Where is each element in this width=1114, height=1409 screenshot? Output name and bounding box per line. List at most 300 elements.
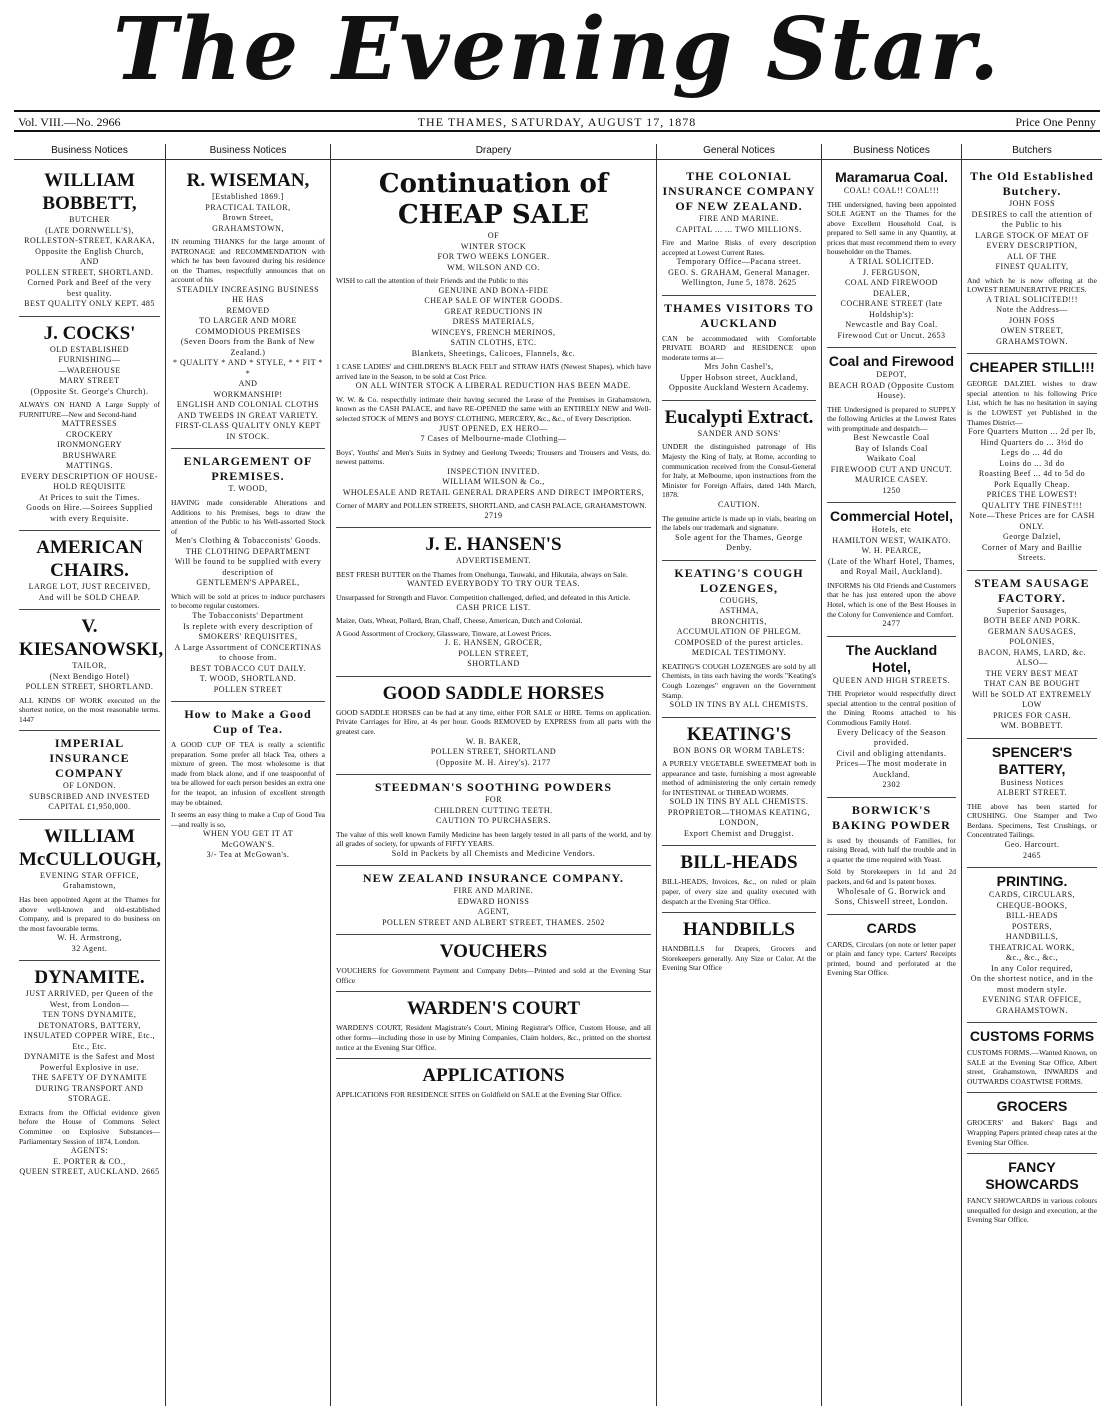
advertisement bbox=[19, 317, 160, 532]
ad-text-line: JOHN FOSS bbox=[1008, 315, 1056, 325]
ad-text-line: BEST FRESH BUTTER on the Thames from Onehunga, Tauwaki, and Hikutaia, always on Sale. bbox=[336, 569, 628, 579]
ad-text-line: POLLEN STREET AND ALBERT STREET, THAMES. 2502 bbox=[382, 917, 605, 927]
advertisement bbox=[662, 913, 816, 979]
ad-text-line: BILL-HEADS bbox=[1005, 911, 1059, 921]
ad-text-line: 32 Agent. bbox=[71, 943, 108, 953]
ad-text-line: Note the Address— bbox=[996, 305, 1068, 315]
ad-text-line: PRICES FOR CASH. bbox=[992, 710, 1072, 720]
ad-text-line: ASTHMA, bbox=[719, 606, 759, 616]
ad-text-line: QUEEN AND HIGH STREETS. bbox=[832, 675, 951, 685]
ad-text-line: A PURELY VEGETABLE SWEETMEAT both in appearance and taste, furnishing a most agreeable method of administering the only certain remedy for INTESTINAL or THREAD WORMS. bbox=[662, 759, 816, 797]
ad-text-line: FANCY SHOWCARDS in various colours unequalled for design and execution, at the Evening Star Office. bbox=[967, 1196, 1097, 1225]
ad-text-line: TEN TONS DYNAMITE, bbox=[42, 1010, 137, 1020]
advertisement bbox=[19, 731, 160, 820]
ad-text-line: BACON, HAMS, LARD, &c. bbox=[978, 647, 1086, 657]
ad-text-line: OLD ESTABLISHED bbox=[49, 344, 130, 354]
ad-text-line: GRAHAMSTOWN. bbox=[996, 1005, 1068, 1015]
ad-text-line: OF LONDON. bbox=[63, 781, 116, 791]
advertisement bbox=[662, 296, 816, 401]
ad-text-line: BEACH ROAD (Opposite Custom House). bbox=[828, 380, 955, 401]
ad-text-line: 7 Cases of Melbourne-made Clothing— bbox=[420, 434, 567, 444]
ad-text-line: SHORTLAND bbox=[467, 659, 520, 669]
ad-headline: J. COCKS' bbox=[43, 322, 136, 344]
ad-text-line: 2477 bbox=[882, 619, 901, 629]
ad-headline: GOOD SADDLE HORSES bbox=[382, 682, 605, 704]
ad-text-line: GREAT REDUCTIONS IN bbox=[444, 306, 543, 316]
ad-text-line: (Opposite St. George's Church). bbox=[30, 386, 149, 396]
ad-text-line: (Next Bendigo Hotel) bbox=[49, 671, 130, 681]
ad-text-line: Opposite the English Church, bbox=[35, 246, 144, 256]
ad-text-line: STEADILY INCREASING BUSINESS bbox=[176, 284, 320, 294]
ad-text-line: HANDBILLS for Drapers, Grocers and Storekeepers generally. Any Size or Color. At the Evening Star Office bbox=[662, 944, 816, 973]
ad-text-line: A Large Assortment of CONCERTINAS to choose from. bbox=[174, 642, 322, 663]
ad-headline: HANDBILLS bbox=[683, 919, 795, 941]
advertisement bbox=[662, 401, 816, 561]
ad-headline: BILL-HEADS bbox=[680, 852, 798, 874]
advertisement bbox=[827, 164, 956, 348]
ad-text-line: Export Chemist and Druggist. bbox=[684, 828, 794, 838]
column-5 bbox=[822, 144, 962, 1406]
ad-text-line: TO LARGER AND MORE COMMODIOUS PREMISES bbox=[195, 316, 301, 336]
ad-text-line: On the shortest notice, and in the most modern style. bbox=[970, 974, 1094, 994]
ad-text-line: T. WOOD, bbox=[228, 484, 268, 494]
ad-text-line: VOUCHERS for Government Payment and Company Debts—Printed and sold at the Evening Star Office bbox=[336, 966, 651, 985]
ad-text-line: MARY STREET bbox=[59, 376, 120, 385]
ad-text-line: THEATRICAL WORK, bbox=[989, 942, 1075, 952]
ad-text-line: POLLEN STREET, SHORTLAND bbox=[430, 747, 557, 756]
ad-text-line: HANDBILLS, bbox=[1005, 932, 1059, 942]
ad-text-line: ADVERTISEMENT. bbox=[455, 556, 532, 566]
ad-text-line: CHEQUE-BOOKS, bbox=[996, 900, 1068, 910]
ad-text-line: DEPOT, bbox=[876, 370, 907, 380]
ad-text-line: FIRE AND MARINE. bbox=[699, 214, 779, 223]
ad-text-line: ALBERT STREET. bbox=[996, 788, 1068, 798]
ad-text-line: Pork Equally Cheap. bbox=[994, 479, 1070, 489]
ad-text-line: WILLIAM WILSON & Co., bbox=[442, 477, 545, 487]
ad-text-line: PRACTICAL TAILOR, bbox=[205, 202, 291, 212]
ad-text-line: Wholesale of G. Borwick and Sons, Chiswell street, London. bbox=[834, 886, 949, 907]
section-header: Business Notices bbox=[166, 144, 330, 160]
ad-text-line: IRONMONGERY bbox=[56, 440, 123, 450]
ad-text-line: GENTLEMEN'S APPAREL, bbox=[196, 578, 300, 588]
ad-text-line: FURNISHING— bbox=[58, 355, 121, 364]
advertisement bbox=[336, 528, 651, 676]
ad-text-line: Sold in Packets by all Chemists and Medicine Vendors. bbox=[391, 848, 596, 858]
ad-headline: WARDEN'S COURT bbox=[407, 998, 580, 1020]
ad-text-line: POLLEN STREET bbox=[213, 684, 283, 694]
ad-text-line: LARGE LOT, JUST RECEIVED, bbox=[28, 582, 151, 592]
ad-text-line: Note—These Prices are for CASH ONLY. bbox=[969, 511, 1095, 531]
ad-text-line: GEORGE DALZIEL wishes to draw special attention to his following Price List, which he has no hesitation in saying is the LOWEST yet Published in the Thames District— bbox=[967, 379, 1097, 427]
ad-text-line: FIRST-CLASS QUALITY ONLY KEPT IN STOCK. bbox=[175, 421, 321, 441]
ad-text-line: (LATE DORNWELL'S), bbox=[45, 225, 134, 235]
ad-text-line: Has been appointed Agent at the Thames for above well-known and old-established Company, and is prepared to do business on the most favourable terms. bbox=[19, 894, 160, 933]
ad-text-line: ON ALL WINTER STOCK A LIBERAL REDUCTION HAS BEEN MADE. bbox=[355, 381, 632, 391]
ad-text-line: PROPRIETOR—THOMAS KEATING, bbox=[667, 807, 811, 817]
price: Price One Penny bbox=[1015, 115, 1096, 129]
ad-text-line: George Dalziel, bbox=[1003, 532, 1061, 542]
ad-text-line: ALL OF THE bbox=[1007, 251, 1057, 261]
ad-text-line: WORKMANSHIP! bbox=[213, 389, 283, 399]
ad-text-line: WM. WILSON AND CO. bbox=[447, 262, 540, 272]
column-4 bbox=[657, 144, 822, 1406]
ad-text-line: Brown Street, bbox=[222, 213, 274, 222]
ad-text-line: Newcastle and Bay Coal. Firewood Cut or Uncut. 2653 bbox=[837, 320, 946, 340]
ad-text-line: EVENING STAR OFFICE, bbox=[982, 995, 1082, 1005]
ad-text-line: THE CLOTHING DEPARTMENT bbox=[185, 546, 311, 556]
dateline: THE THAMES, SATURDAY, AUGUST 17, 1878 bbox=[417, 115, 697, 129]
ad-text-line: ALWAYS ON HAND A Large Supply of FURNITURE—New and Second-hand bbox=[19, 400, 160, 419]
ad-text-line: BEST QUALITY ONLY KEPT. 485 bbox=[24, 299, 155, 308]
ad-text-line: T. WOOD, SHORTLAND. bbox=[199, 674, 297, 684]
ad-text-line: Fire and Marine Risks of every description accepted at Lowest Current Rates. bbox=[662, 238, 816, 257]
ad-text-line: WINCEYS, FRENCH MERINOS, bbox=[431, 327, 556, 337]
ad-text-line: SOLD IN TINS BY ALL CHEMISTS. bbox=[669, 797, 809, 807]
ad-text-line: Blankets, Sheetings, Calicoes, Flannels, &c. bbox=[411, 348, 576, 358]
ad-text-line: JOHN FOSS bbox=[1008, 199, 1056, 208]
ad-headline: NEW ZEALAND INSURANCE COMPANY. bbox=[362, 871, 625, 886]
columns bbox=[14, 144, 1102, 1406]
ad-text-line: E. PORTER & CO., bbox=[53, 1156, 126, 1166]
ad-text-line: A GOOD CUP OF TEA is really a scientific preparation. Some prefer all black Tea, others a mixture of green. The most wholesome is that made from black alone, and if one teaspoonful of tea be allowed for each person besides an extra one for the teapot, an infusion of excellent strength may be obtained. bbox=[171, 740, 325, 807]
ad-text-line: Fore Quarters Mutton ... 2d per lb, bbox=[968, 427, 1096, 437]
column-1 bbox=[14, 144, 166, 1406]
advertisement bbox=[967, 739, 1097, 868]
ad-text-line: GERMAN SAUSAGES, POLONIES, bbox=[987, 626, 1076, 647]
ad-text-line: WHEN YOU GET IT AT bbox=[202, 829, 294, 839]
advertisement bbox=[19, 961, 160, 1183]
ad-text-line: CASH PRICE LIST. bbox=[456, 602, 531, 612]
ad-text-line: QUEEN STREET, AUCKLAND. 2665 bbox=[19, 1167, 160, 1177]
ad-text-line: &c., &c., &c., bbox=[1005, 953, 1059, 963]
ad-text-line: COCHRANE STREET (late Holdship's): bbox=[840, 299, 943, 319]
advertisement bbox=[662, 561, 816, 718]
ad-text-line: SUBSCRIBED AND INVESTED bbox=[29, 791, 150, 801]
ad-text-line: HAVING made considerable Alterations and Additions to his Premises, begs to draw the attention of the Public to his Well-assorted Stock of bbox=[171, 497, 325, 536]
advertisement bbox=[662, 846, 816, 913]
ad-text-line: DRESS MATERIALS, bbox=[452, 317, 535, 327]
ad-text-line: COMPOSED of the purest articles. bbox=[674, 637, 804, 647]
ad-text-line: POLLEN STREET, SHORTLAND. bbox=[25, 267, 154, 277]
ad-text-line: MEDICAL TESTIMONY. bbox=[691, 648, 787, 658]
ad-text-line: Hind Quarters do ... 3½d do bbox=[980, 437, 1084, 447]
ad-text-line: Business Notices bbox=[1000, 777, 1064, 787]
ad-text-line: SATIN CLOTHS, ETC. bbox=[450, 338, 537, 348]
ad-text-line: GENUINE AND BONA-FIDE bbox=[438, 285, 549, 295]
ad-text-line: It seems an easy thing to make a Cup of Good Tea—and really is so, bbox=[171, 810, 325, 829]
ad-text-line: J. E. HANSEN, GROCER, bbox=[444, 638, 543, 648]
ad-text-line: * QUALITY * AND * STYLE, * * FIT * * bbox=[173, 358, 323, 378]
ad-text-line: Wellington, June 5, 1878. 2625 bbox=[681, 278, 797, 288]
ad-text-line: Temporary Office—Pacana street. bbox=[676, 257, 802, 267]
advertisement bbox=[336, 775, 651, 866]
ad-text-line: Corner of MARY and POLLEN STREETS, SHORTLAND, and CASH PALACE, GRAHAMSTOWN. bbox=[336, 501, 647, 511]
section-header: Business Notices bbox=[14, 144, 165, 160]
ad-text-line: ACCUMULATION OF PHLEGM. bbox=[676, 627, 802, 637]
ad-text-line: Mrs John Cashel's, bbox=[704, 362, 774, 372]
ad-text-line: Will be found to be supplied with every description of bbox=[174, 557, 322, 577]
ad-text-line: AGENT, bbox=[477, 907, 510, 917]
ad-text-line: Every Delicacy of the Season provided. bbox=[837, 727, 946, 748]
ad-text-line: GOOD SADDLE HORSES can be had at any time, either FOR SALE or HIRE. Terms on application. Private Carriages for Hire, at 4s per hour. Goods REMOVED by EXPRESS from all parts with the greatest care. bbox=[336, 707, 651, 736]
section-header: Business Notices bbox=[822, 144, 961, 160]
ad-text-line: WHOLESALE AND RETAIL GENERAL DRAPERS AND DIRECT IMPORTERS, bbox=[342, 487, 645, 497]
ad-headline: CUSTOMS FORMS bbox=[969, 1028, 1095, 1045]
ad-text-line: Corned Pork and Beef of the very best quality. bbox=[27, 278, 152, 298]
ad-text-line: BRONCHITIS, bbox=[711, 616, 767, 626]
ad-text-line: OF bbox=[487, 231, 500, 240]
ad-headline: CHEAPER STILL!!! bbox=[969, 359, 1095, 376]
ad-text-line: MATTRESSES bbox=[61, 419, 118, 429]
ad-text-line: —WAREHOUSE bbox=[58, 365, 121, 375]
ad-text-line: COAL AND FIREWOOD DEALER, bbox=[844, 278, 939, 298]
ad-text-line: FOR bbox=[484, 795, 503, 804]
ad-headline: CARDS bbox=[866, 919, 917, 936]
ad-text-line: THE undersigned, having been appointed SOLE AGENT on the Thames for the above Excellent Household Coal, is prepared to Sell same in any Quantity, at prices that must recommend them to every householder on the Thames. bbox=[827, 199, 956, 257]
advertisement bbox=[336, 866, 651, 935]
ad-text-line: W. W. & Co. respectfully intimate their having secured the Lease of the Premises in Grahamstown, known as the CASH PALACE, and have RE-OPENED the same with an ENTIRELY NEW and Well-selected STOCK of MEN'S and BOYS' CLOTHING, MERCERY, &c., &c., of Every Description. bbox=[336, 394, 651, 423]
ad-text-line: COAL! COAL!! COAL!!! bbox=[843, 186, 940, 195]
ad-headline: STEEDMAN'S SOOTHING POWDERS bbox=[374, 780, 613, 794]
ad-headline: How to Make a Good Cup of Tea. bbox=[184, 707, 312, 737]
ad-headline: FANCY SHOWCARDS bbox=[985, 1159, 1079, 1193]
ad-headline: THAMES VISITORS TO AUCKLAND bbox=[664, 300, 814, 330]
advertisement bbox=[827, 637, 956, 798]
ad-headline: DYNAMITE. bbox=[34, 967, 145, 989]
ad-text-line: CHILDREN CUTTING TEETH. bbox=[434, 805, 553, 815]
ad-text-line: [Established 1869.] bbox=[212, 192, 284, 201]
ad-headline: V. KIESANOWSKI, bbox=[19, 616, 164, 661]
ad-text-line: POLLEN STREET, SHORTLAND. bbox=[25, 682, 154, 692]
ad-text-line: THE SAFETY OF DYNAMITE DURING TRANSPORT AND STORAGE. bbox=[31, 1073, 148, 1104]
ad-text-line: ALSO— bbox=[1016, 658, 1048, 668]
ad-text-line: THE VERY BEST MEAT bbox=[985, 668, 1079, 678]
ad-text-line: Corner of Mary and Baillie Streets. bbox=[981, 542, 1083, 563]
section-header: Butchers bbox=[962, 144, 1102, 160]
ad-text-line: CAPITAL £1,950,000. bbox=[48, 802, 131, 812]
ad-text-line: THE above has been started for CRUSHING. One Stamper and Two Berdans. Specimens, Test Crushings, or Concentrated Tailings. bbox=[967, 801, 1097, 840]
ad-text-line: GRAHAMSTOWN, bbox=[212, 223, 284, 233]
column-2 bbox=[166, 144, 331, 1406]
ad-text-line: Waikato Coal bbox=[866, 454, 917, 464]
ad-text-line: CHEAP SALE OF WINTER GOODS. bbox=[424, 296, 563, 306]
ad-text-line: 2302 bbox=[882, 780, 901, 790]
advertisement bbox=[336, 164, 651, 528]
ad-text-line: Best Newcastle Coal bbox=[853, 433, 930, 443]
ad-text-line: Sold by Storekeepers in 1d and 2d packets, and 6d and 1s patent boxes. bbox=[827, 867, 956, 886]
ad-text-line: Legs do ... 4d do bbox=[1000, 448, 1064, 458]
ad-text-line: PRICES THE LOWEST! bbox=[986, 490, 1078, 500]
ad-text-line: DETONATORS, BATTERY, INSULATED COPPER WIRE, Etc., Etc., Etc. bbox=[23, 1020, 156, 1051]
ad-headline: BORWICK'S BAKING POWDER bbox=[832, 802, 951, 832]
advertisement bbox=[336, 992, 651, 1059]
advertisement bbox=[662, 718, 816, 847]
section-header: Drapery bbox=[331, 144, 656, 160]
advertisement bbox=[967, 354, 1097, 570]
ad-text-line: FIRE AND MARINE. bbox=[453, 886, 534, 896]
ad-text-line: THE Proprietor would respectfully direct special attention to the central position of the Dining Rooms attached to his Commodious Family Hotel. bbox=[827, 689, 956, 727]
advertisement bbox=[967, 571, 1097, 739]
ad-headline: ENLARGEMENT OF PREMISES. bbox=[183, 454, 313, 484]
ad-text-line: is used by thousands of Families, for raising Bread, with half the trouble and in a quarter the time required with Yeast. bbox=[827, 835, 956, 864]
ad-text-line: MAURICE CASEY. bbox=[854, 475, 929, 485]
ad-headline: STEAM SAUSAGE FACTORY. bbox=[974, 575, 1090, 605]
ad-headline: WILLIAM McCULLOUGH, bbox=[19, 825, 161, 870]
ad-text-line: Bay of Islands Coal bbox=[855, 443, 928, 453]
ad-text-line: And will be SOLD CHEAP. bbox=[38, 592, 141, 602]
ad-text-line: FIREWOOD CUT AND UNCUT. bbox=[830, 464, 953, 474]
ad-headline: Eucalypti Extract. bbox=[664, 406, 814, 428]
ad-text-line: BON BONS OR WORM TABLETS: bbox=[672, 745, 806, 755]
ad-headline: PRINTING. bbox=[996, 873, 1068, 890]
ad-text-line: CARDS, CIRCULARS, bbox=[988, 890, 1076, 900]
ad-text-line: KEATING'S COUGH LOZENGES are sold by all Chemists, in tins each having the words "Keating's Cough Lozenges" engraven on the Government Stamp. bbox=[662, 661, 816, 700]
ad-text-line: CUSTOMS FORMS.—Wanted Known, on SALE at the Evening Star Office, Albert street, Grahamstown, INWARDS and OUTWARDS COASTWISE FORMS. bbox=[967, 1048, 1097, 1086]
ad-text-line: CAN be accommodated with Comfortable PRIVATE BOARD and RESIDENCE upon moderate terms at— bbox=[662, 333, 816, 362]
ad-text-line: Hotels, etc bbox=[871, 525, 912, 535]
ad-text-line: SANDER AND SONS' bbox=[697, 428, 781, 438]
ad-headline: AMERICAN CHAIRS. bbox=[36, 537, 143, 582]
ad-text-line: TAILOR, bbox=[72, 661, 107, 671]
advertisement bbox=[171, 449, 325, 702]
advertisement bbox=[171, 164, 325, 449]
ad-text-line: LARGE STOCK OF MEAT OF EVERY DESCRIPTION, bbox=[975, 230, 1089, 250]
advertisement bbox=[19, 531, 160, 610]
ad-text-line: Goods on Hire.—Soirees Supplied with every Requisite. bbox=[26, 503, 153, 523]
advertisement bbox=[336, 935, 651, 992]
ad-text-line: Grahamstown, bbox=[63, 881, 116, 891]
ad-text-line: In any Color required, bbox=[990, 963, 1074, 973]
column-6 bbox=[962, 144, 1102, 1406]
ad-text-line: BILL-HEADS, Invoices, &c., on ruled or plain paper, of every size and quality executed with despatch at the Evening Star Office. bbox=[662, 877, 816, 906]
ad-text-line: WISH to call the attention of their Friends and the Public to this bbox=[336, 276, 529, 285]
ad-text-line: Roasting Beef ... 4d to 5d do bbox=[978, 469, 1086, 479]
ad-text-line: WINTER STOCK bbox=[460, 241, 527, 251]
ad-headline: Maramarua Coal. bbox=[835, 169, 948, 185]
ad-text-line: J. FERGUSON, bbox=[862, 267, 921, 277]
ad-text-line: (Seven Doors from the Bank of New Zealand.) bbox=[180, 337, 316, 357]
ad-text-line: Boys', Youths' and Men's Suits in Sydney and Geelong Tweeds; Trousers and Trousers and Vests, do. newest patterns. bbox=[336, 447, 651, 467]
ad-text-line: OWEN STREET, bbox=[1000, 326, 1064, 336]
ad-headline: SPENCER'S BATTERY, bbox=[991, 743, 1073, 777]
ad-text-line: AND bbox=[80, 257, 99, 266]
ad-text-line: A Good Assortment of Crockery, Glassware, Tinware, at Lowest Prices. bbox=[336, 628, 552, 638]
ad-text-line: HAMILTON WEST, WAIKATO. bbox=[832, 535, 951, 545]
ad-text-line: REMOVED bbox=[226, 305, 270, 315]
ad-text-line: A TRIAL SOLICITED!!! bbox=[986, 294, 1078, 304]
ad-text-line: BUTCHER bbox=[69, 215, 110, 224]
ad-text-line: EVERY DESCRIPTION OF HOUSE-HOLD REQUISITE bbox=[21, 471, 158, 492]
ad-headline: J. E. HANSEN'S bbox=[425, 534, 562, 556]
ad-text-line: LONDON, bbox=[719, 818, 759, 828]
ad-headline: THE COLONIAL INSURANCE COMPANY OF NEW ZEALAND. bbox=[662, 169, 816, 213]
ad-headline: Coal and Firewood bbox=[828, 353, 955, 370]
ad-text-line: 1250 bbox=[882, 485, 901, 495]
advertisement bbox=[827, 348, 956, 503]
ad-text-line: INSPECTION INVITED. bbox=[447, 466, 540, 476]
ad-text-line: THAT CAN BE BOUGHT bbox=[984, 679, 1080, 689]
advertisement bbox=[967, 1093, 1097, 1154]
newspaper-title: The Evening Star. bbox=[112, 0, 1002, 100]
ad-headline: GROCERS bbox=[996, 1098, 1068, 1115]
ad-headline: WILLIAM BOBBETT, bbox=[42, 170, 137, 214]
ad-text-line: 1 CASE LADIES' and CHILDREN'S BLACK FELT and STRAW HATS (Newest Shapes), which have arrived late in the Season, to be sold at Cost Price. bbox=[336, 362, 651, 381]
ad-text-line: 2719 bbox=[484, 510, 503, 520]
ad-text-line: At Prices to suit the Times. bbox=[39, 492, 140, 502]
ad-text-line: Is replete with every description of SMOKERS' REQUISITES, bbox=[183, 621, 313, 642]
ad-text-line: GROCERS' and Bakers' Bags and Wrapping Papers printed cheap rates at the Evening Star Office. bbox=[967, 1118, 1097, 1147]
advertisement bbox=[171, 702, 325, 867]
advertisement bbox=[827, 503, 956, 636]
ad-text-line: QUALITY THE FINEST!!! bbox=[981, 500, 1083, 510]
ad-text-line: Opposite Auckland Western Academy. bbox=[668, 383, 810, 393]
ad-text-line: (Late of the Wharf Hotel, Thames, and Royal Mail, Auckland). bbox=[827, 556, 956, 577]
ad-text-line: FINEST QUALITY, bbox=[995, 262, 1069, 271]
advertisement bbox=[967, 1154, 1097, 1231]
ad-text-line: ENGLISH AND COLONIAL CLOTHS AND TWEEDS IN GREAT VARIETY. bbox=[176, 400, 320, 420]
ad-text-line: A TRIAL SOLICITED. bbox=[849, 257, 934, 267]
ad-text-line: Extracts from the Official evidence given before the House of Commons Select Committee on Explosive Substances—Parliamentary Session of 1874, London. bbox=[19, 1107, 160, 1146]
ad-text-line: IN returning THANKS for the large amount of PATRONAGE and RECOMMENDATION with which he has been favoured during his residence on the Thames, respectfully announces that on account of his bbox=[171, 237, 325, 285]
column-3 bbox=[331, 144, 657, 1406]
ad-text-line: Prices—The most moderate in Auckland. bbox=[835, 759, 948, 779]
advertisement bbox=[19, 164, 160, 317]
ad-headline: IMPERIAL INSURANCE COMPANY bbox=[49, 736, 130, 781]
ad-text-line: CAUTION. bbox=[718, 500, 760, 510]
ad-text-line: The Tobacconists' Department bbox=[192, 611, 304, 621]
ad-text-line: BOTH BEEF AND PORK. bbox=[983, 616, 1081, 626]
ad-text-line: Geo. Harcourt. bbox=[1004, 840, 1060, 850]
ad-text-line: Superior Sausages, bbox=[997, 605, 1067, 615]
ad-text-line: AGENTS: bbox=[70, 1146, 109, 1156]
ad-text-line: INFORMS his Old Friends and Customers that he has just entered upon the above Hotel, which is one of the Best Houses in the Colony for Convenience and Comfort. bbox=[827, 580, 956, 619]
ad-text-line: Maize, Oats, Wheat, Pollard, Bran, Chaff, Cheese, American, Dutch and Colonial. bbox=[336, 616, 583, 626]
ad-headline: APPLICATIONS bbox=[422, 1065, 565, 1087]
ad-text-line: MATTINGS. bbox=[66, 461, 113, 471]
advertisement bbox=[827, 798, 956, 915]
ad-text-line: SOLD IN TINS BY ALL CHEMISTS. bbox=[669, 700, 809, 710]
masthead bbox=[0, 0, 1114, 102]
ad-text-line: EDWARD HONISS bbox=[457, 896, 530, 906]
ad-headline: R. WISEMAN, bbox=[186, 170, 310, 191]
advertisement bbox=[336, 677, 651, 775]
ad-text-line: Which will be sold at prices to induce purchasers to become regular customers. bbox=[171, 591, 325, 611]
ad-text-line: CAUTION TO PURCHASERS. bbox=[436, 816, 551, 825]
ad-text-line: POLLEN STREET, bbox=[458, 648, 529, 658]
ad-text-line: GRAHAMSTOWN. bbox=[996, 336, 1068, 346]
ad-text-line: THE Undersigned is prepared to SUPPLY the following Articles at the Lowest Rates with promptitude and despatch— bbox=[827, 404, 956, 433]
ad-headline: VOUCHERS bbox=[439, 941, 548, 963]
ad-text-line: The value of this well known Family Medicine has been largely tested in all parts of the world, and by all grades of society, for upwards of FIFTY YEARS. bbox=[336, 829, 651, 849]
ad-text-line: EVENING STAR OFFICE, bbox=[40, 870, 139, 880]
ad-text-line: Will be SOLD AT EXTREMELY LOW bbox=[972, 689, 1092, 710]
ad-text-line: AND bbox=[238, 379, 258, 389]
ad-text-line: Unsurpassed for Strength and Flavor. Competition challenged, defied, and defeated in this Article. bbox=[336, 592, 631, 602]
ad-text-line: ALL KINDS OF WORK executed on the shortest notice, on the most reasonable terms. 1447 bbox=[19, 695, 160, 724]
ad-text-line: WANTED EVERYBODY TO TRY OUR TEAS. bbox=[406, 579, 581, 589]
section-header: General Notices bbox=[657, 144, 821, 160]
ad-text-line: HE HAS bbox=[232, 295, 264, 305]
ad-text-line: BRUSHWARE bbox=[62, 450, 117, 460]
ad-text-line: (Opposite M. H. Airey's). 2177 bbox=[436, 757, 551, 767]
advertisement bbox=[967, 1023, 1097, 1093]
ad-text-line: POSTERS, bbox=[1011, 921, 1053, 931]
ad-text-line: CAPITAL ... ... TWO MILLIONS. bbox=[676, 224, 802, 234]
ad-text-line: COUGHS, bbox=[719, 595, 759, 605]
ad-headline: KEATING'S bbox=[686, 723, 792, 745]
ad-text-line: JUST ARRIVED, per Queen of the West, from London— bbox=[25, 989, 154, 1009]
ad-text-line: The genuine article is made up in vials, bearing on the labels our trademark and signature. bbox=[662, 513, 816, 533]
